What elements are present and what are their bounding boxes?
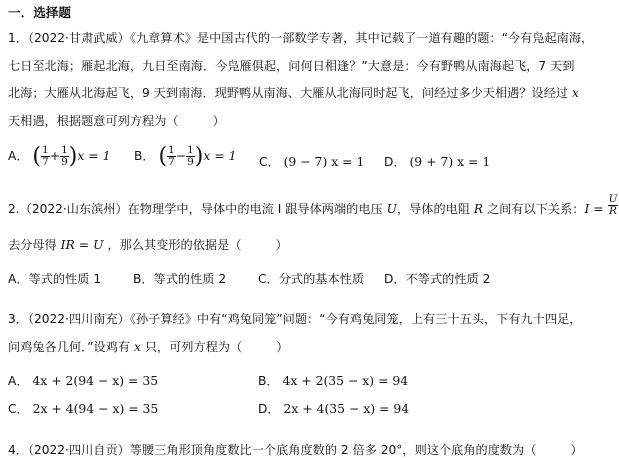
q4-line-1	[8, 441, 583, 458]
q1-line-4-text: 天相遇，根据题意可列方程为（	[8, 114, 179, 128]
q2-text: ，导体的电阻	[396, 202, 471, 216]
q2-var-u: U	[386, 202, 397, 216]
option-label: A．	[8, 374, 29, 388]
option-label: A．	[8, 149, 29, 163]
q3-var-x: x	[133, 340, 141, 354]
option-expression: (9 + 7) x = 1	[409, 154, 491, 169]
option-label: B．	[134, 149, 155, 163]
option-expression: 2x + 4(35 − x) = 94	[283, 401, 410, 416]
q1-line-3	[8, 84, 579, 101]
q3-text: ）	[276, 340, 289, 354]
q1-var-x: x	[571, 86, 579, 100]
q2-formula-lhs: I =	[584, 201, 604, 216]
q3-option-c[interactable]	[8, 400, 158, 417]
q2-var-r: R	[473, 202, 484, 216]
q1-line-4	[8, 112, 225, 129]
q1-option-c[interactable]	[259, 153, 364, 170]
q3-line-1: 3．（2022·四川南充）《孙子算经》中有“鸡兔同笼”问题：“今有鸡兔同笼，上有三十五头，下有九十四足，	[8, 312, 582, 326]
q2-option-b[interactable]: B．等式的性质 2	[133, 272, 227, 286]
option-label: C．	[259, 155, 280, 169]
fraction: $\frac{1}{7}$	[168, 144, 175, 168]
option-expression: x = 1	[203, 148, 237, 163]
section-title: 一．选择题	[8, 5, 71, 20]
q3-line-2	[8, 338, 288, 355]
q1-line-3-text: 北海；大雁从北海起飞，9 天到南海．现野鸭从南海、大雁从北海同时起飞，问经过多少天相遇？设经过	[8, 86, 569, 100]
q3-option-a[interactable]	[8, 372, 158, 389]
option-expression: x = 1	[77, 148, 111, 163]
option-label: B．	[258, 374, 279, 388]
option-expression: 4x + 2(35 − x) = 94	[282, 373, 409, 388]
q2-text: 2.（2022·山东滨州）在物理学中，导体中的电流 I 跟导体两端的电压	[8, 202, 383, 216]
option-label: C．	[8, 402, 29, 416]
q2-line-2	[8, 236, 288, 253]
q1-line-4-end: ）	[212, 114, 225, 128]
q2-option-a[interactable]: A．等式的性质 1	[8, 272, 102, 286]
q2-option-c[interactable]: C．分式的基本性质	[258, 272, 365, 286]
q2-formula-fraction: $\frac{U}{R}$	[608, 193, 618, 217]
q1-line-2: 七日至北海；雁起北海，九日至南海．今凫雁俱起，问何日相逢？”大意是：今有野鸭从南海起飞，7 天到	[8, 59, 575, 73]
q2-formula: IR = U	[60, 237, 104, 252]
q3-option-d[interactable]	[258, 400, 409, 417]
fraction: $\frac{1}{9}$	[187, 144, 194, 168]
q2-option-d[interactable]: D．不等式的性质 2	[384, 272, 491, 286]
q1-line-1: 1．（2022·甘肃武威）《九章算术》是中国古代的一部数学专著，其中记载了一道有趣的题：“今有凫起南海，	[8, 31, 594, 45]
q2-text: 之间有以下关系：	[486, 202, 585, 216]
q2-text: ）	[275, 238, 288, 252]
q2-text: 去分母得	[8, 238, 57, 252]
q1-option-a[interactable]: A． ( $\frac{1}{7}$ + $\frac{1}{9}$ )x = 1	[8, 144, 111, 169]
q4-text: ）	[570, 443, 583, 457]
option-label: D．	[384, 155, 406, 169]
q1-option-d[interactable]	[384, 153, 490, 170]
fraction: $\frac{1}{7}$	[42, 144, 49, 168]
option-expression: 4x + 2(94 − x) = 35	[32, 373, 159, 388]
q3-text: 只，可列方程为（	[144, 340, 243, 354]
q3-text: 问鸡兔各几何．”设鸡有	[8, 340, 131, 354]
q2-text: ，那么其变形的依据是（	[107, 238, 242, 252]
q4-text: 4．（2022·四川自贡）等腰三角形顶角度数比一个底角度数的 2 倍多 20°，则这个底角的度数为（	[8, 443, 537, 457]
q3-option-b[interactable]	[258, 372, 408, 389]
option-label: D．	[258, 402, 280, 416]
option-expression: (9 − 7) x = 1	[283, 154, 365, 169]
q2-line-1	[8, 193, 618, 217]
fraction: $\frac{1}{9}$	[61, 144, 68, 168]
option-expression: 2x + 4(94 − x) = 35	[32, 401, 159, 416]
q1-option-b[interactable]: B． ( $\frac{1}{7}$ − $\frac{1}{9}$ )x = 1	[134, 144, 237, 169]
